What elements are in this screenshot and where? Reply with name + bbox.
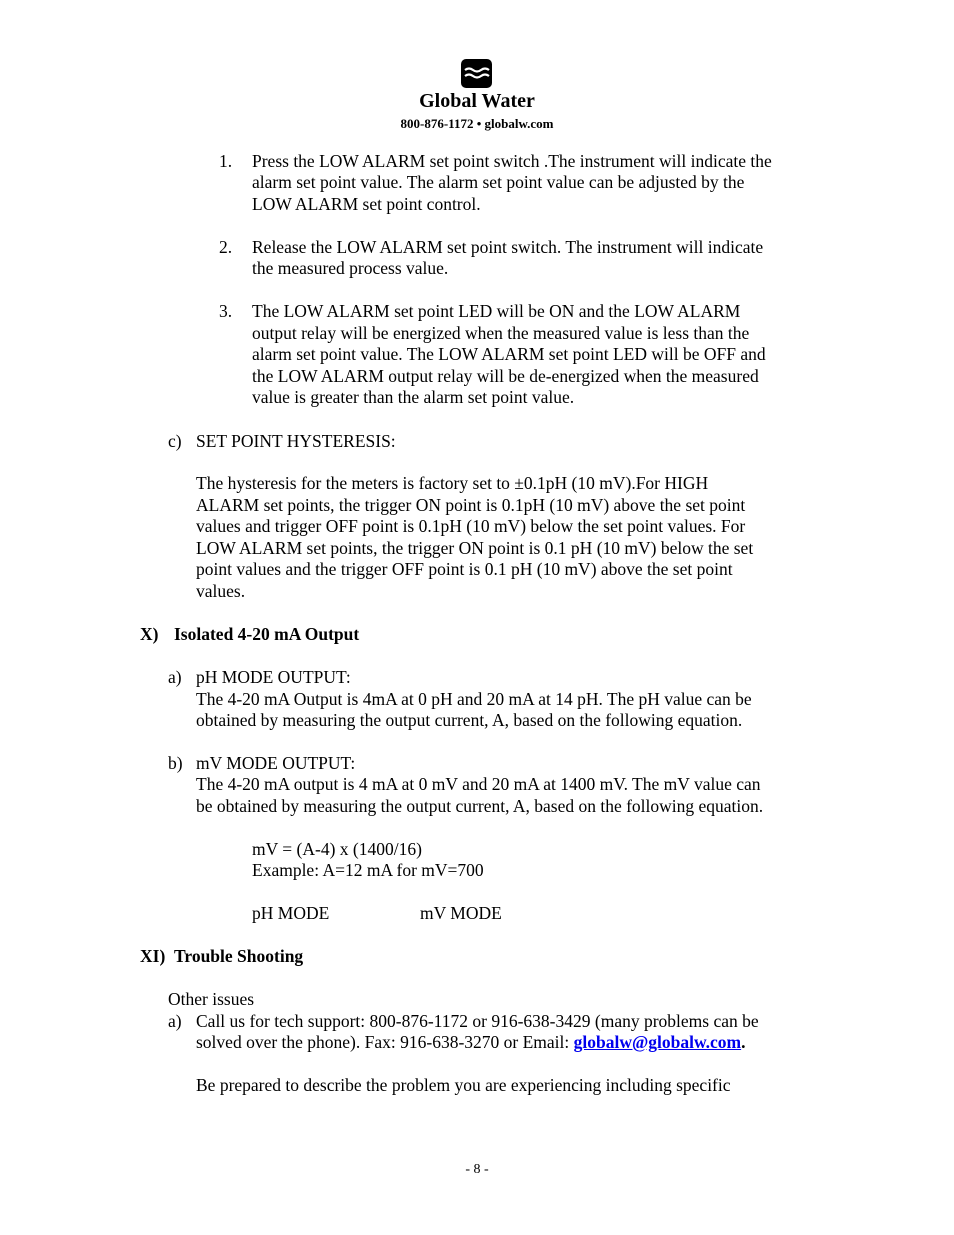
ph-mode-title: pH MODE OUTPUT: — [196, 667, 351, 687]
section-title: Isolated 4-20 mA Output — [174, 624, 360, 644]
step-text-line: the measured process value. — [252, 258, 449, 278]
step-text-line: output relay will be energized when the measured value is less than the — [252, 323, 750, 343]
step-text-line: Press the LOW ALARM set point switch .The instrument will indicate the — [252, 151, 772, 171]
step-text-line: Release the LOW ALARM set point switch. The instrument will indicate — [252, 237, 764, 257]
company-phone: 800-876-1172 — [400, 116, 474, 131]
item-label: a) — [168, 667, 182, 687]
globalwater-logo-icon — [460, 58, 493, 89]
step-text-line: The LOW ALARM set point LED will be ON and the LOW ALARM — [252, 301, 741, 321]
hysteresis-title: SET POINT HYSTERESIS: — [196, 431, 396, 451]
bullet-separator: • — [476, 116, 482, 131]
ph-mode-caption: pH MODE — [252, 903, 330, 923]
contact-line — [0, 116, 954, 132]
step-number: 3. — [219, 301, 233, 321]
step-text-line: LOW ALARM set point control. — [252, 194, 481, 214]
hysteresis-line: ALARM set points, the trigger ON point is 0.1pH (10 mV) above the set point — [196, 495, 746, 515]
item-label: b) — [168, 753, 183, 773]
company-website: globalw.com — [484, 116, 554, 131]
other-issues-heading: Other issues — [168, 989, 255, 1009]
email-link[interactable]: globalw@globalw.com — [573, 1032, 742, 1052]
step-text-line: alarm set point value. The LOW ALARM set point LED will be OFF and — [252, 344, 766, 364]
mv-mode-caption: mV MODE — [420, 903, 502, 923]
company-name: Global Water — [419, 90, 535, 112]
step-number: 2. — [219, 237, 233, 257]
section-title: Trouble Shooting — [174, 946, 304, 966]
mv-equation: mV = (A-4) x (1400/16) — [252, 839, 422, 859]
tech-support-line — [196, 1032, 746, 1054]
step-number: 1. — [219, 151, 233, 171]
step-text-line: value is greater than the alarm set point value. — [252, 387, 575, 407]
item-label: a) — [168, 1011, 182, 1031]
tech-support-line: Call us for tech support: 800-876-1172 or 916-638-3429 (many problems can be — [196, 1011, 759, 1031]
ph-mode-line: obtained by measuring the output current, A, based on the following equation. — [196, 710, 743, 730]
mv-mode-title: mV MODE OUTPUT: — [196, 753, 356, 773]
page-number: - 8 - — [465, 1162, 489, 1177]
section-label: X) — [140, 624, 159, 644]
mv-mode-line: The 4-20 mA output is 4 mA at 0 mV and 20 mA at 1400 mV. The mV value can — [196, 774, 761, 794]
period: . — [741, 1032, 746, 1052]
section-label: XI) — [140, 946, 166, 966]
item-label: c) — [168, 431, 182, 451]
step-text-line: the LOW ALARM output relay will be de-energized when the measured — [252, 366, 759, 386]
hysteresis-line: point values and the trigger OFF point is 0.1 pH (10 mV) above the set point — [196, 559, 733, 579]
ph-mode-line: The 4-20 mA Output is 4mA at 0 pH and 20 mA at 14 pH. The pH value can be — [196, 689, 752, 709]
hysteresis-line: The hysteresis for the meters is factory set to ±0.1pH (10 mV).For HIGH — [196, 473, 709, 493]
prepared-line: Be prepared to describe the problem you are experiencing including specific — [196, 1075, 731, 1095]
hysteresis-line: values. — [196, 581, 246, 601]
mv-mode-line: be obtained by measuring the output current, A, based on the following equation. — [196, 796, 764, 816]
step-text-line: alarm set point value. The alarm set point value can be adjusted by the — [252, 172, 745, 192]
mv-example: Example: A=12 mA for mV=700 — [252, 860, 484, 880]
hysteresis-line: values and trigger OFF point is 0.1pH (10 mV) below the set point values. For — [196, 516, 746, 536]
tech-support-text: solved over the phone). Fax: 916-638-3270 or Email: — [196, 1032, 574, 1052]
hysteresis-line: LOW ALARM set points, the trigger ON point is 0.1 pH (10 mV) below the set — [196, 538, 754, 558]
